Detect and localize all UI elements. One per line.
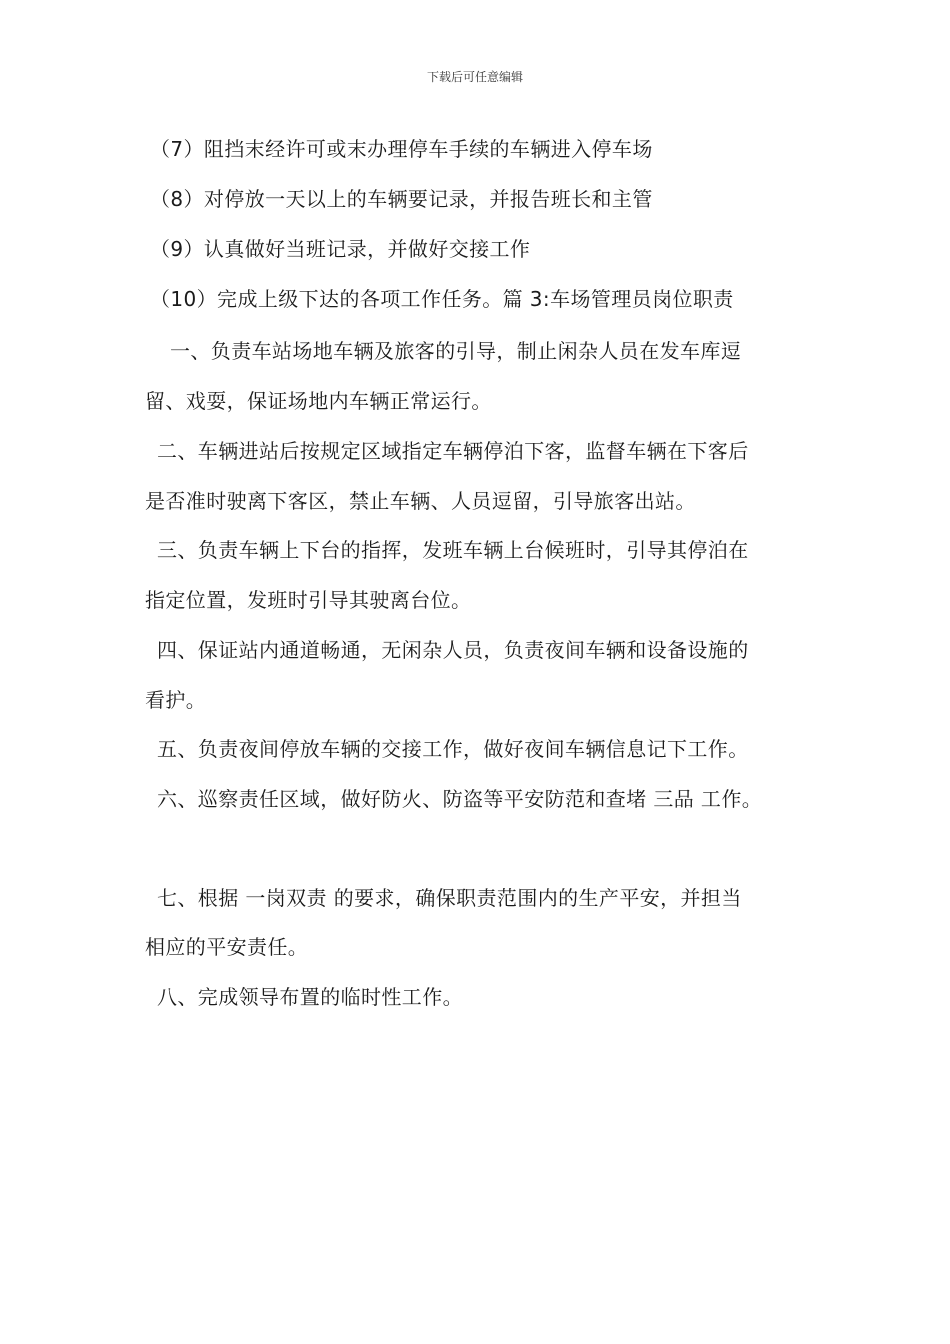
text-line-4: （10）完成上级下达的各项工作任务。篇 3:车场管理员岗位职责 [150, 287, 734, 311]
text-line-11: 四、保证站内通道畅通，无闲杂人员，负责夜间车辆和设备设施的 [157, 638, 749, 662]
text-line-3: （9）认真做好当班记录，并做好交接工作 [150, 237, 531, 261]
text-line-15: 七、根据 一岗双责 的要求，确保职责范围内的生产平安，并担当 [157, 886, 742, 910]
text-line-16: 相应的平安责任。 [145, 935, 309, 959]
text-line-6: 留、戏耍，保证场地内车辆正常运行。 [145, 389, 492, 413]
page-header: 下载后可任意编辑 [426, 70, 523, 84]
text-line-2: （8）对停放一天以上的车辆要记录，并报告班长和主管 [150, 187, 653, 211]
text-line-17: 八、完成领导布置的临时性工作。 [157, 985, 463, 1009]
text-line-7: 二、车辆进站后按规定区域指定车辆停泊下客，监督车辆在下客后 [157, 439, 749, 463]
text-line-9: 三、负责车辆上下台的指挥，发班车辆上台候班时，引导其停泊在 [157, 538, 749, 562]
text-line-5: 一、负责车站场地车辆及旅客的引导，制止闲杂人员在发车库逗 [170, 339, 742, 363]
text-line-14: 六、巡察责任区域，做好防火、防盗等平安防范和查堵 三品 工作。 [157, 787, 763, 811]
text-line-8: 是否准时驶离下客区，禁止车辆、人员逗留，引导旅客出站。 [145, 489, 696, 513]
text-line-12: 看护。 [145, 688, 207, 712]
text-line-1: （7）阻挡末经许可或末办理停车手续的车辆进入停车场 [150, 137, 653, 161]
text-line-13: 五、负责夜间停放车辆的交接工作，做好夜间车辆信息记下工作。 [157, 737, 749, 761]
text-line-10: 指定位置，发班时引导其驶离台位。 [145, 588, 472, 612]
